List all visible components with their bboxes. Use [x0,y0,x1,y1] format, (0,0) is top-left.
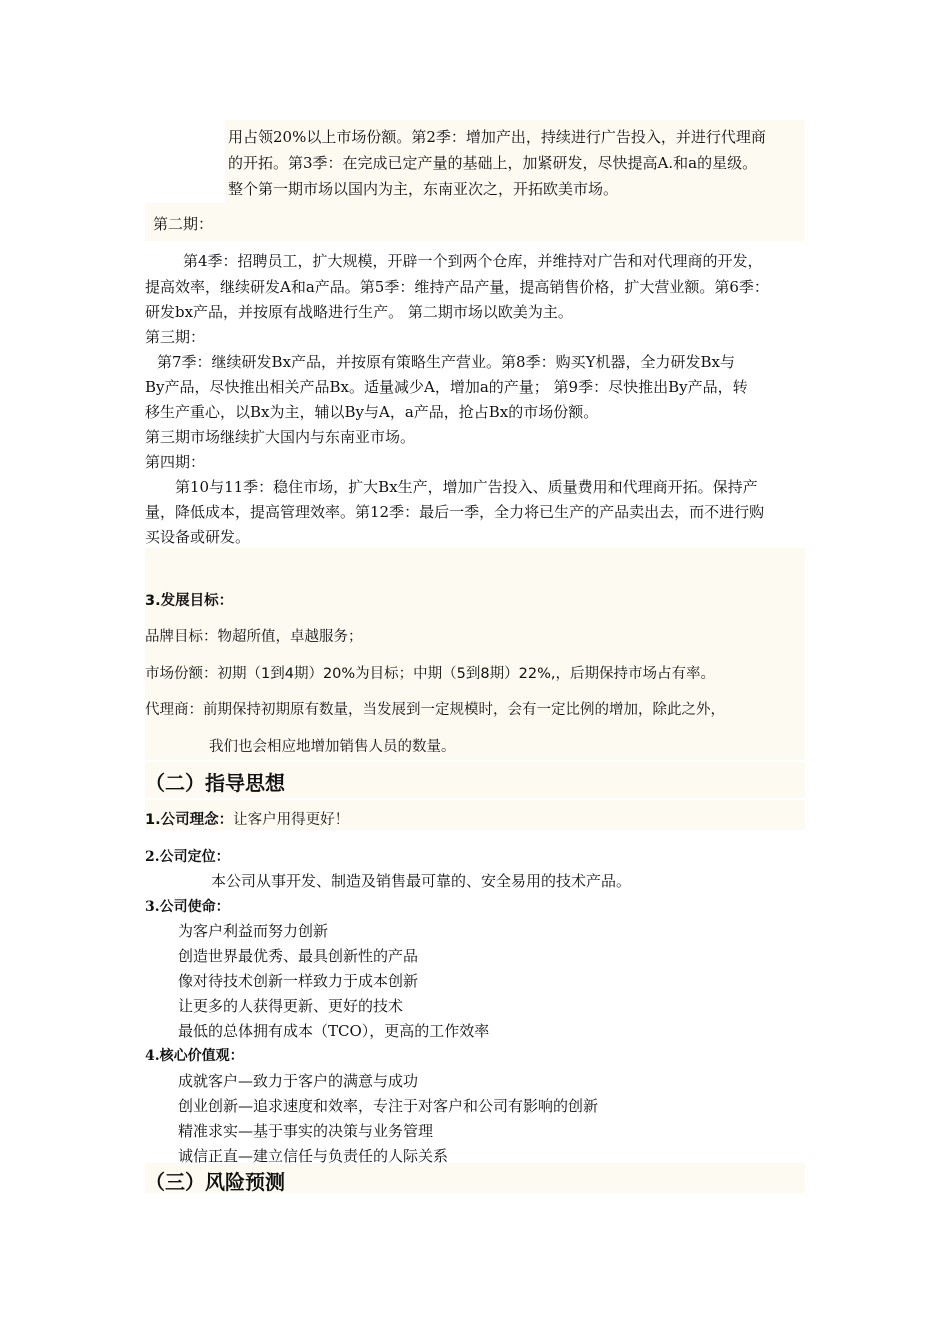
values-item: 创业创新—追求速度和效率，专注于对客户和公司有影响的创新 [178,1097,599,1115]
mission-item: 为客户利益而努力创新 [178,922,329,940]
goals-brand: 品牌目标：物超所值，卓越服务； [145,629,363,645]
shade-goals [145,548,805,760]
mission-label: 3.公司使命： [145,899,230,915]
concept-line [145,808,349,829]
phase2-line: 研发bx产品，并按原有战略进行生产。 第二期市场以欧美为主。 [145,303,573,321]
phase3-line: 移生产重心，以Bx为主，辅以By与A，a产品，抢占Bx的市场份额。 [145,403,599,421]
phase1-line: 的开拓。第3季：在完成已定产量的基础上，加紧研发，尽快提高A.和a的星级。 [228,154,758,172]
phase4-line: 买设备或研发。 [145,528,251,546]
goals-market: 市场份额：初期（1到4期）20%为目标；中期（5到8期）22%,，后期保持市场占有率。 [145,666,715,682]
concept-text: 让客户用得更好！ [233,812,350,828]
values-item: 精准求实—基于事实的决策与业务管理 [178,1122,434,1140]
values-item: 诚信正直—建立信任与负责任的人际关系 [178,1147,449,1165]
position-label: 2.公司定位： [145,849,230,865]
goals-heading: 3.发展目标： [145,593,234,609]
phase3-line: By产品，尽快推出相关产品Bx。适量减少A，增加a的产量； 第9季：尽快推出By产品，转 [145,378,748,396]
mission-item: 像对待技术创新一样致力于成本创新 [178,972,419,990]
values-label: 4.核心价值观： [145,1048,244,1064]
phase3-line: 第三期市场继续扩大国内与东南亚市场。 [145,428,416,446]
values-item: 成就客户—致力于客户的满意与成功 [178,1072,419,1090]
phase4-line: 量，降低成本，提高管理效率。第12季：最后一季，全力将已生产的产品卖出去，而不进行购 [145,503,765,521]
shade-phase2-heading [145,203,805,241]
phase3-line: 第7季：继续研发Bx产品，并按原有策略生产营业。第8季：购买Y机器，全力研发Bx与 [157,353,735,371]
section2-title: （二）指导思想 [145,771,285,795]
phase4-heading: 第四期： [145,453,206,471]
concept-label: 1.公司理念： [145,812,234,828]
position-text: 本公司从事开发、制造及销售最可靠的、安全易用的技术产品。 [211,872,632,890]
section3-title: （三）风险预测 [145,1170,285,1194]
mission-item: 让更多的人获得更新、更好的技术 [178,997,404,1015]
goals-agent-line2: 我们也会相应地增加销售人员的数量。 [209,739,456,755]
phase2-line: 提高效率，继续研发A和a产品。第5季：维持产品产量，提高销售价格，扩大营业额。第6季： [145,278,769,296]
mission-item: 创造世界最优秀、最具创新性的产品 [178,947,419,965]
phase3-heading: 第三期： [145,328,206,346]
phase4-line: 第10与11季：稳住市场，扩大Bx生产，增加广告投入、质量费用和代理商开拓。保持产 [175,478,758,496]
phase2-line: 第4季：招聘员工，扩大规模，开辟一个到两个仓库，并维持对广告和对代理商的开发， [183,252,763,270]
mission-item: 最低的总体拥有成本（TCO），更高的工作效率 [178,1022,490,1040]
phase1-line: 用占领20%以上市场份额。第2季：增加产出，持续进行广告投入，并进行代理商 [228,128,766,146]
goals-agent-line1: 代理商：前期保持初期原有数量，当发展到一定规模时，会有一定比例的增加，除此之外， [145,702,725,718]
phase2-heading: 第二期： [153,215,214,233]
phase1-line: 整个第一期市场以国内为主，东南亚次之，开拓欧美市场。 [228,180,619,198]
